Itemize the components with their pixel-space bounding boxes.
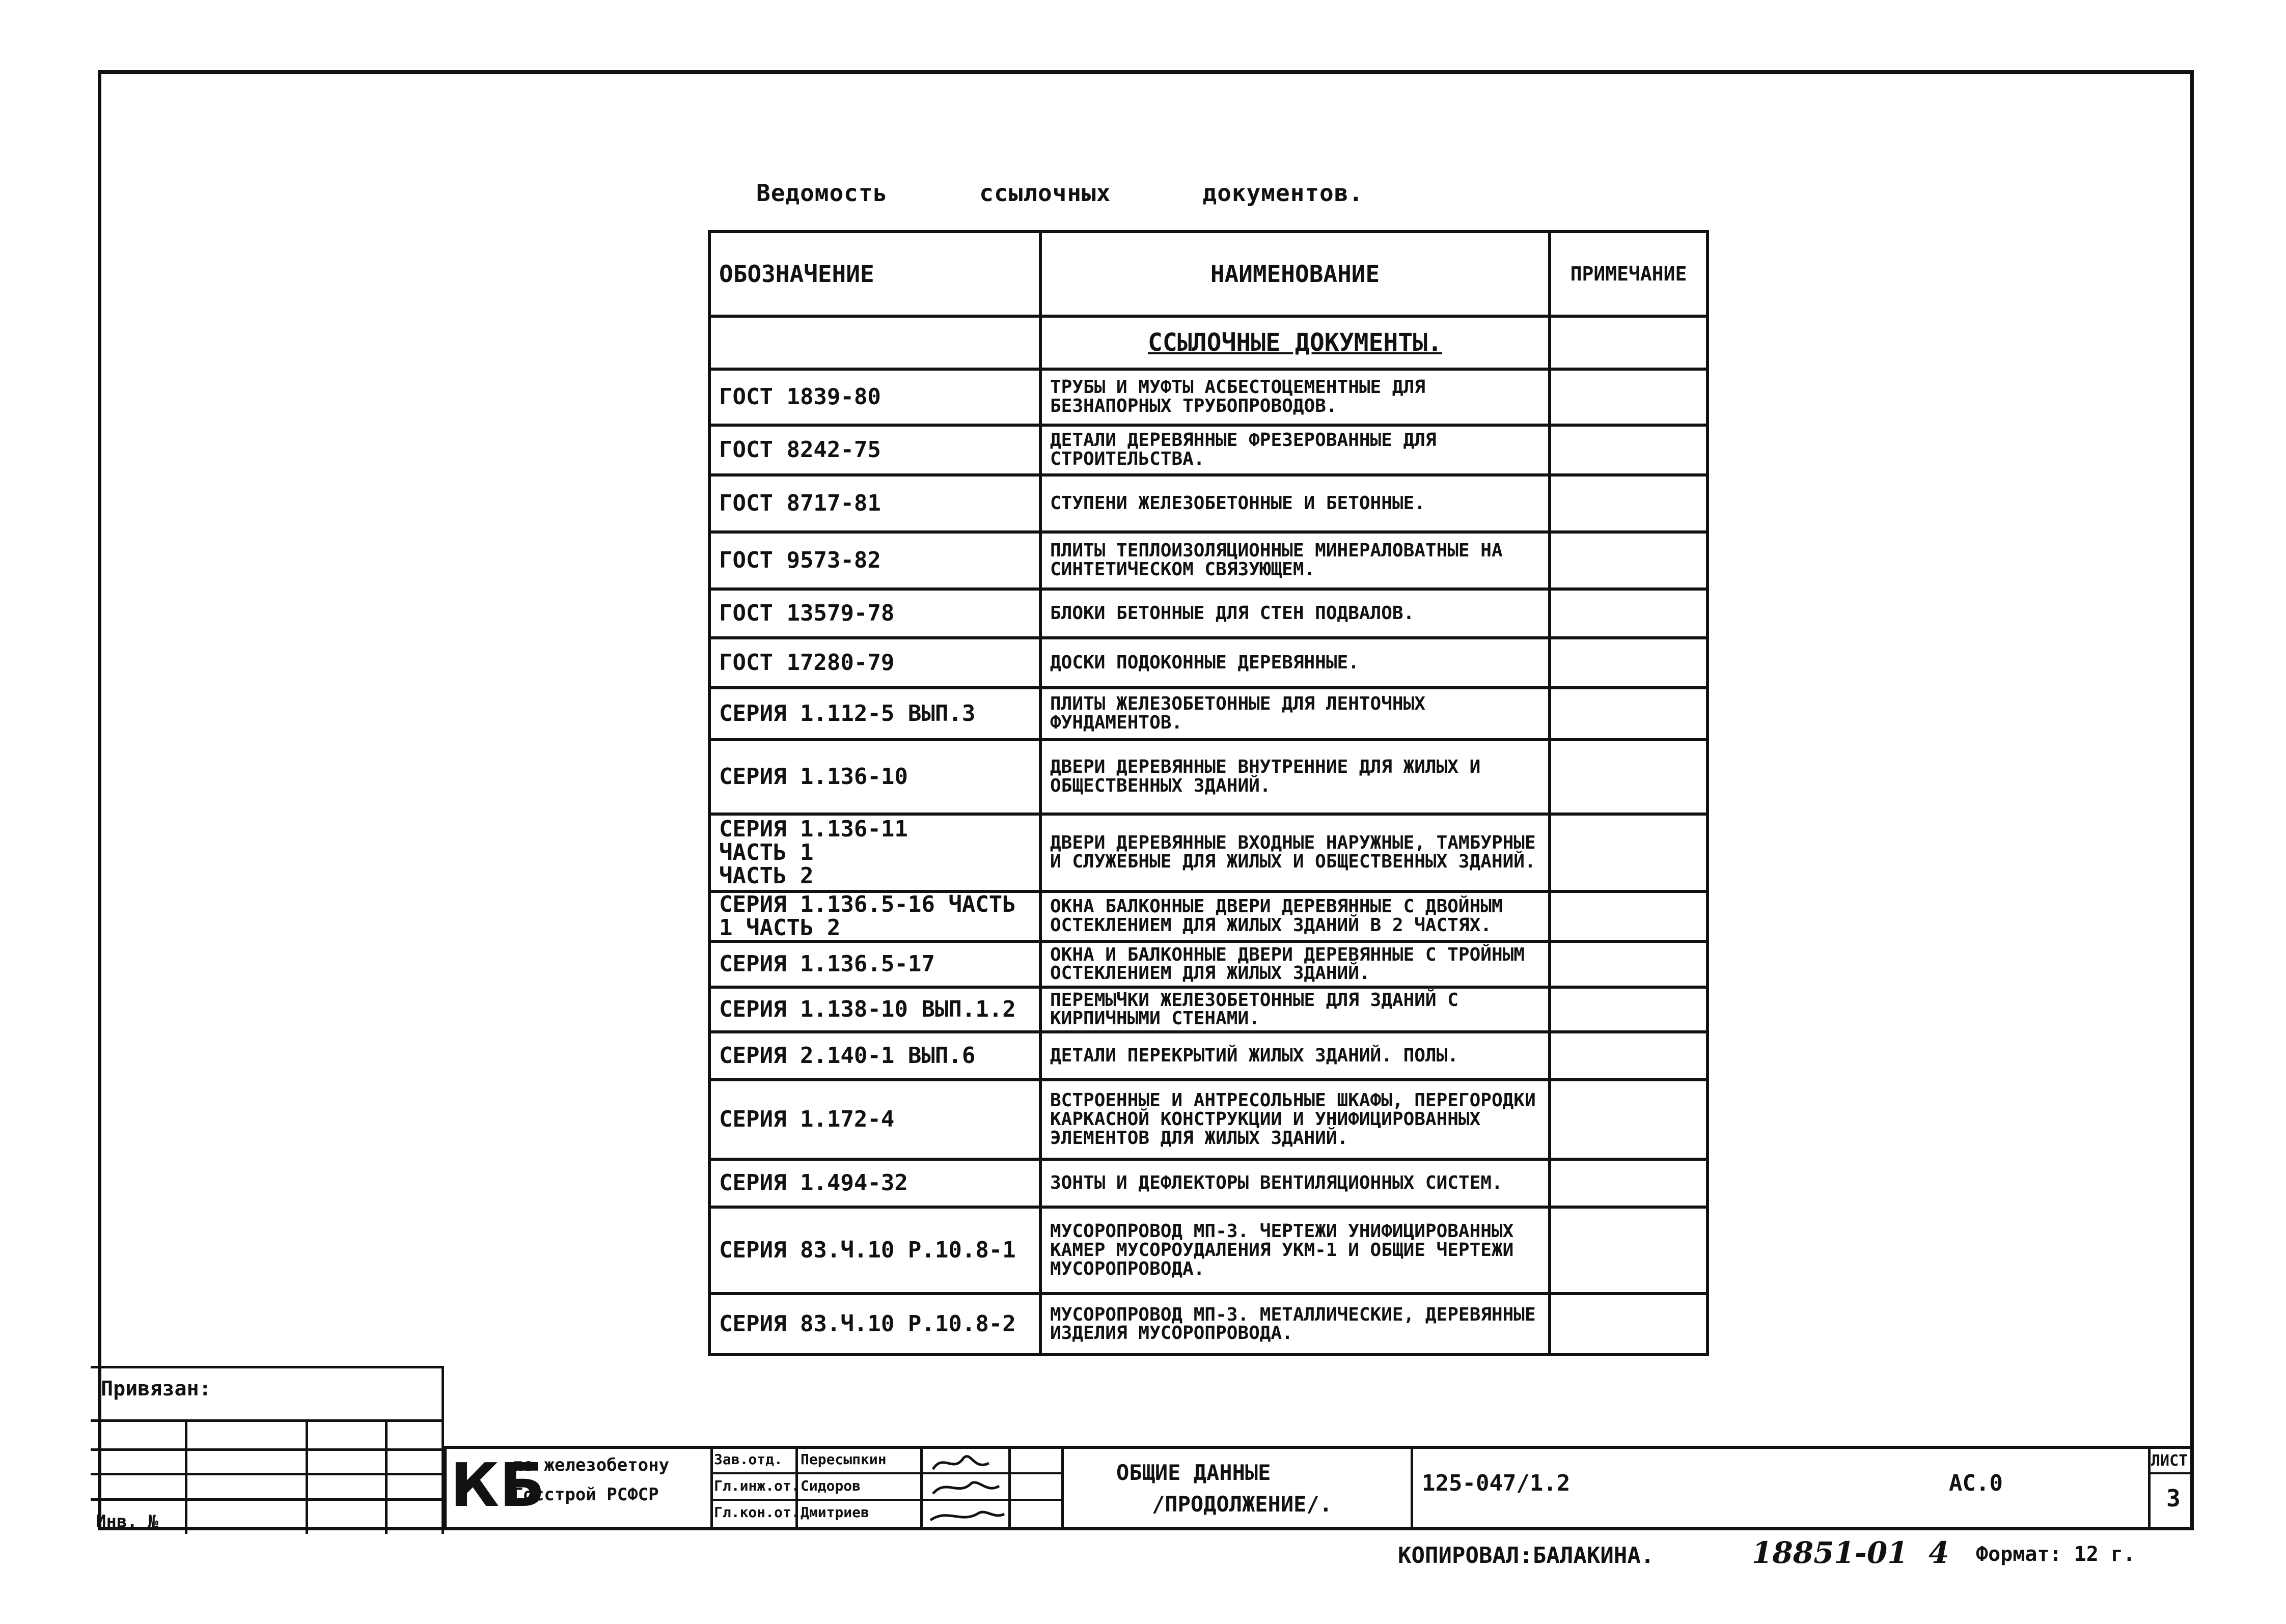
row-note [1550,941,1707,987]
binding-stamp [91,1366,444,1534]
row-name: ДЕТАЛИ ПЕРЕКРЫТИЙ ЖИЛЫХ ЗДАНИЙ. ПОЛЫ. [1040,1032,1550,1080]
row-name: ПЛИТЫ ТЕПЛОИЗОЛЯЦИОННЫЕ МИНЕРАЛОВАТНЫЕ НА СИНТЕТИЧЕСКОМ СВЯЗУЮЩЕМ. [1040,532,1550,589]
table-row [709,688,1707,740]
project-code: 125-047/1.2 [1422,1470,1571,1496]
sheet-format: Формат: 12 г. [1976,1543,2136,1566]
row-note [1550,589,1707,638]
row-designation: СЕРИЯ 83.Ч.10 Р.10.8-1 [709,1207,1040,1294]
row-note [1550,638,1707,688]
table-row [709,532,1707,589]
signatures [923,1448,1008,1529]
person-2: Сидоров [801,1477,861,1494]
table-row [709,475,1707,532]
row-note [1550,1159,1707,1207]
table-row [709,1080,1707,1159]
role-1: Зав.отд. [714,1451,783,1468]
sheet-code: АС.0 [1949,1470,2003,1496]
table-row [709,589,1707,638]
section-title: ССЫЛОЧНЫЕ ДОКУМЕНТЫ. [1040,316,1550,369]
row-name: БЛОКИ БЕТОННЫЕ ДЛЯ СТЕН ПОДВАЛОВ. [1040,589,1550,638]
row-note [1550,688,1707,740]
table-row [709,1294,1707,1355]
row-designation: СЕРИЯ 1.136-11 ЧАСТЬ 1 ЧАСТЬ 2 [709,814,1040,891]
row-note [1550,891,1707,941]
row-name: ДЕТАЛИ ДЕРЕВЯННЫЕ ФРЕЗЕРОВАННЫЕ ДЛЯ СТРОИТЕЛЬСТВА. [1040,425,1550,475]
row-name: ЗОНТЫ И ДЕФЛЕКТОРЫ ВЕНТИЛЯЦИОННЫХ СИСТЕМ. [1040,1159,1550,1207]
row-note [1550,814,1707,891]
table-row [709,891,1707,941]
title-part-1: Ведомость [756,179,888,207]
sheet-title-line1: ОБЩИЕ ДАННЫЕ [1116,1460,1271,1485]
row-designation: ГОСТ 9573-82 [709,532,1040,589]
row-designation: СЕРИЯ 1.136.5-17 [709,941,1040,987]
row-name: СТУПЕНИ ЖЕЛЕЗОБЕТОННЫЕ И БЕТОННЫЕ. [1040,475,1550,532]
inventory-number-label: Инв. № [96,1511,158,1532]
row-designation: СЕРИЯ 1.494-32 [709,1159,1040,1207]
role-3: Гл.кон.от. [714,1504,800,1521]
row-designation: ГОСТ 8717-81 [709,475,1040,532]
table-row [709,369,1707,425]
table-row [709,1032,1707,1080]
row-note [1550,987,1707,1032]
row-note [1550,1080,1707,1159]
title-part-3: документов. [1202,179,1364,207]
row-note [1550,475,1707,532]
table-row [709,638,1707,688]
reference-documents-table [708,230,1709,1356]
row-designation: ГОСТ 1839-80 [709,369,1040,425]
handwritten-archive-number: 18851-01 4 [1752,1535,1949,1570]
privyazan-label: Привязан: [101,1377,211,1401]
row-designation: СЕРИЯ 2.140-1 ВЫП.6 [709,1032,1040,1080]
section-row [709,316,1707,369]
row-name: ДВЕРИ ДЕРЕВЯННЫЕ ВХОДНЫЕ НАРУЖНЫЕ, ТАМБУРНЫЕ И СЛУЖЕБНЫЕ ДЛЯ ЖИЛЫХ И ОБЩЕСТВЕННЫХ ЗДАНИЙ. [1040,814,1550,891]
row-note [1550,740,1707,814]
col-header-designation: ОБОЗНАЧЕНИЕ [709,232,1040,316]
row-name: ПЛИТЫ ЖЕЛЕЗОБЕТОННЫЕ ДЛЯ ЛЕНТОЧНЫХ ФУНДАМЕНТОВ. [1040,688,1550,740]
row-name: ДОСКИ ПОДОКОННЫЕ ДЕРЕВЯННЫЕ. [1040,638,1550,688]
row-name: МУСОРОПРОВОД МП-3. ЧЕРТЕЖИ УНИФИЦИРОВАННЫХ КАМЕР МУСОРОУДАЛЕНИЯ УКМ-1 И ОБЩИЕ ЧЕРТЕЖИ МУСОРОПРОВОДА. [1040,1207,1550,1294]
document-title [756,179,1363,207]
org-logo: КБ [450,1450,545,1520]
sheet-number: 3 [2166,1485,2181,1512]
row-name: ТРУБЫ И МУФТЫ АСБЕСТОЦЕМЕНТНЫЕ ДЛЯ БЕЗНАПОРНЫХ ТРУБОПРОВОДОВ. [1040,369,1550,425]
person-3: Дмитриев [801,1504,869,1521]
row-designation: СЕРИЯ 1.138-10 ВЫП.1.2 [709,987,1040,1032]
row-name: ОКНА И БАЛКОННЫЕ ДВЕРИ ДЕРЕВЯННЫЕ С ТРОЙНЫМ ОСТЕКЛЕНИЕМ ДЛЯ ЖИЛЫХ ЗДАНИЙ. [1040,941,1550,987]
row-designation: ГОСТ 17280-79 [709,638,1040,688]
table-row [709,814,1707,891]
org-name-line2: Госстрой РСФСР [513,1485,659,1505]
row-designation: СЕРИЯ 1.136.5-16 ЧАСТЬ 1 ЧАСТЬ 2 [709,891,1040,941]
row-name: ДВЕРИ ДЕРЕВЯННЫЕ ВНУТРЕННИЕ ДЛЯ ЖИЛЫХ И ОБЩЕСТВЕННЫХ ЗДАНИЙ. [1040,740,1550,814]
row-designation: ГОСТ 13579-78 [709,589,1040,638]
section-note-cell [1550,316,1707,369]
table-row [709,425,1707,475]
section-code-cell [709,316,1040,369]
row-name: ОКНА БАЛКОННЫЕ ДВЕРИ ДЕРЕВЯННЫЕ С ДВОЙНЫМ ОСТЕКЛЕНИЕМ ДЛЯ ЖИЛЫХ ЗДАНИЙ В 2 ЧАСТЯХ. [1040,891,1550,941]
sheet-label: ЛИСТ [2151,1452,2188,1470]
table-row [709,987,1707,1032]
col-header-note: ПРИМЕЧАНИЕ [1550,232,1707,316]
row-name: ВСТРОЕННЫЕ И АНТРЕСОЛЬНЫЕ ШКАФЫ, ПЕРЕГОРОДКИ КАРКАСНОЙ КОНСТРУКЦИИ И УНИФИЦИРОВАННЫХ ЭЛЕМЕНТОВ ДЛЯ ЖИЛЫХ ЗДАНИЙ. [1040,1080,1550,1159]
title-block [444,1446,2194,1530]
row-name: МУСОРОПРОВОД МП-3. МЕТАЛЛИЧЕСКИЕ, ДЕРЕВЯННЫЕ ИЗДЕЛИЯ МУСОРОПРОВОДА. [1040,1294,1550,1355]
table-row [709,1159,1707,1207]
table-row [709,1207,1707,1294]
table-header-row [709,232,1707,316]
title-part-2: ссылочных [979,179,1111,207]
row-designation: СЕРИЯ 83.Ч.10 Р.10.8-2 [709,1294,1040,1355]
role-2: Гл.инж.от. [714,1477,800,1494]
row-note [1550,369,1707,425]
person-1: Пересыпкин [801,1451,887,1468]
row-name: ПЕРЕМЫЧКИ ЖЕЛЕЗОБЕТОННЫЕ ДЛЯ ЗДАНИЙ С КИРПИЧНЫМИ СТЕНАМИ. [1040,987,1550,1032]
row-designation: СЕРИЯ 1.172-4 [709,1080,1040,1159]
row-designation: ГОСТ 8242-75 [709,425,1040,475]
row-note [1550,1294,1707,1355]
table-row [709,941,1707,987]
row-note [1550,1032,1707,1080]
row-designation: СЕРИЯ 1.112-5 ВЫП.3 [709,688,1040,740]
row-note [1550,1207,1707,1294]
row-designation: СЕРИЯ 1.136-10 [709,740,1040,814]
org-name-line1: по железобетону [513,1455,670,1475]
sheet-title-line2: /ПРОДОЛЖЕНИЕ/. [1152,1492,1333,1517]
table-row [709,740,1707,814]
col-header-name: НАИМЕНОВАНИЕ [1040,232,1550,316]
copied-by: КОПИРОВАЛ:БАЛАКИНА. [1398,1543,1655,1569]
row-note [1550,425,1707,475]
row-note [1550,532,1707,589]
